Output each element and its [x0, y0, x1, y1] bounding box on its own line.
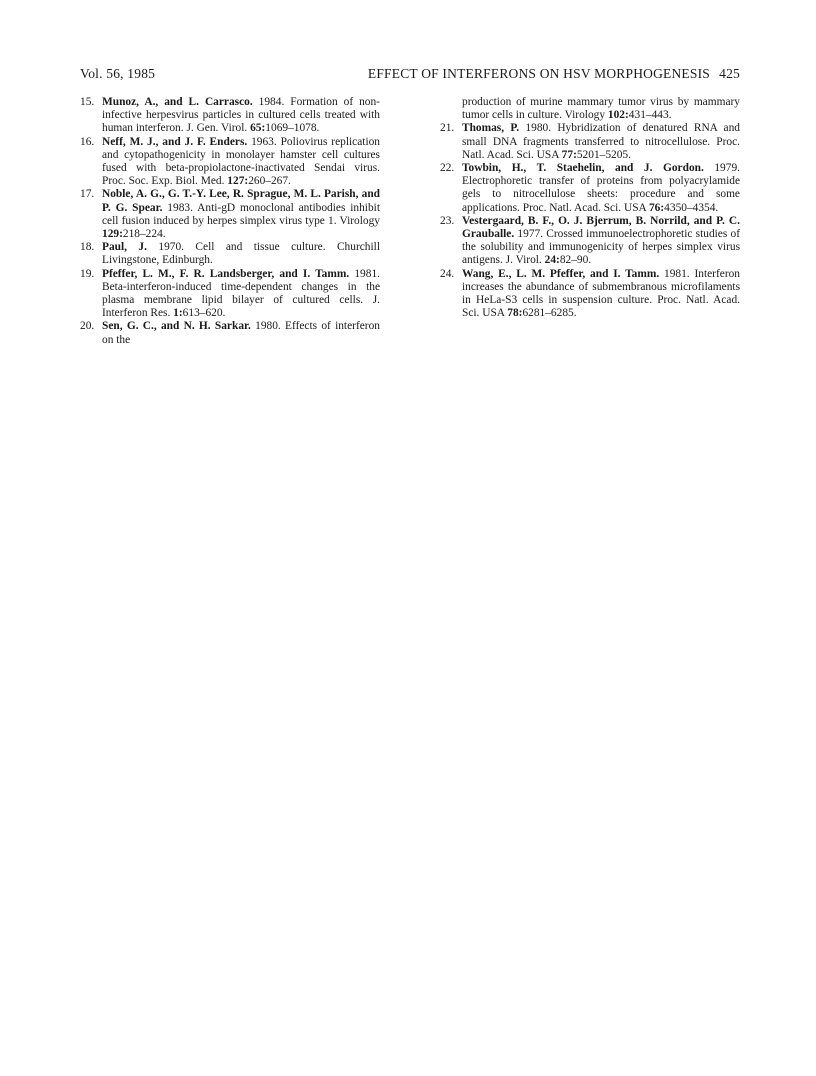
reference-authors: Pfeffer, L. M., F. R. Landsberger, and I. Tamm. — [102, 267, 350, 280]
reference-15 — [80, 96, 380, 136]
reference-authors: Vestergaard, B. F., O. J. Bjerrum, B. Norrild, and P. C. Grauballe. — [462, 214, 740, 241]
reference-pages: 82–90. — [559, 254, 592, 267]
reference-number: 20. — [80, 320, 95, 333]
reference-volume: 127: — [227, 175, 249, 188]
reference-number: 21. — [440, 122, 455, 135]
reference-volume: 1: — [173, 307, 183, 320]
reference-pages: 431–443. — [628, 109, 672, 122]
reference-pages: 613–620. — [182, 307, 226, 320]
page-number: 425 — [719, 66, 740, 81]
running-title: EFFECT OF INTERFERONS ON HSV MORPHOGENESIS — [367, 66, 710, 81]
reference-24 — [440, 268, 740, 321]
reference-volume: 102: — [607, 109, 629, 122]
reference-volume: 77: — [561, 148, 577, 161]
reference-19 — [80, 268, 380, 321]
reference-text: 1980. Effects of interferon on the — [102, 320, 380, 346]
reference-number: 15. — [80, 96, 95, 108]
reference-number: 24. — [440, 267, 455, 280]
reference-20-continuation — [440, 96, 740, 122]
reference-text: 1981. Beta-interferon-induced time-dependent changes in the plasma membrane lipid bilayer of cultured cells. J. Interferon Res. — [102, 267, 380, 320]
reference-16 — [80, 136, 380, 189]
reference-volume: 78: — [507, 307, 523, 320]
reference-authors: Wang, E., L. M. Pfeffer, and I. Tamm. — [462, 267, 660, 280]
reference-authors: Sen, G. C., and N. H. Sarkar. — [102, 320, 251, 333]
reference-23 — [440, 215, 740, 268]
reference-pages: 6281–6285. — [522, 307, 577, 320]
reference-number: 23. — [440, 214, 455, 227]
reference-authors: Noble, A. G., G. T.-Y. Lee, R. Sprague, M. L. Parish, and P. G. Spear. — [102, 188, 380, 214]
reference-authors: Neff, M. J., and J. F. Enders. — [102, 135, 248, 148]
references-left-column — [80, 96, 380, 347]
reference-text: production of murine mammary tumor virus by mammary tumor cells in culture. Virology — [462, 96, 740, 122]
reference-pages: 260–267. — [248, 175, 291, 188]
reference-authors: Paul, J. — [102, 241, 147, 254]
reference-text: 1970. Cell and tissue culture. Churchill Livingstone, Edinburgh. — [102, 241, 380, 267]
reference-pages: 5201–5205. — [576, 148, 631, 161]
running-header — [80, 66, 740, 86]
reference-authors: Thomas, P. — [462, 122, 520, 135]
reference-22 — [440, 162, 740, 215]
reference-21 — [440, 122, 740, 162]
reference-volume: 129: — [102, 228, 123, 241]
reference-text: 1979. Electrophoretic transfer of proteins from polyacrylamide gels to nitrocellulose sheets: procedure and some applications. Proc. Natl. Acad. Sci. USA — [462, 162, 740, 214]
reference-volume: 24: — [544, 254, 560, 267]
reference-text: 1983. Anti-gD monoclonal antibodies inhibit cell fusion induced by herpes simplex virus type 1. Virology — [102, 201, 380, 227]
reference-authors: Towbin, H., T. Staehelin, and J. Gordon. — [462, 162, 704, 175]
reference-number: 19. — [80, 267, 95, 280]
references-right-column — [440, 96, 740, 320]
reference-17 — [80, 188, 380, 241]
reference-text: 1984. Formation of non-infective herpesvirus particles in cultured cells treated with human interferon. J. Gen. Virol. — [102, 96, 380, 135]
reference-text: 1981. Interferon increases the abundance of submembranous microfilaments in HeLa-S3 cells in suspension culture. Proc. Natl. Acad. Sci. USA — [462, 267, 740, 320]
reference-text: 1977. Crossed immunoelectrophoretic studies of the solubility and immunogenicity of herpes simplex virus antigens. J. Virol. — [462, 228, 740, 267]
reference-18 — [80, 241, 380, 267]
reference-20 — [80, 320, 380, 346]
reference-number: 17. — [80, 188, 95, 201]
reference-pages: 4350–4354. — [664, 201, 719, 214]
reference-pages: 1069–1078. — [265, 122, 320, 135]
reference-text: 1963. Poliovirus replication and cytopathogenicity in monolayer hamster cell cultures fused with beta-propiolactone-inactivated Sendai virus. Proc. Soc. Exp. Biol. Med. — [102, 135, 380, 188]
reference-volume: 76: — [648, 201, 665, 214]
journal-volume: Vol. 56, 1985 — [80, 66, 156, 81]
reference-pages: 218–224. — [122, 228, 166, 241]
reference-number: 18. — [80, 241, 95, 254]
reference-volume: 65: — [250, 122, 266, 135]
reference-number: 16. — [80, 135, 95, 148]
reference-number: 22. — [440, 162, 455, 175]
reference-authors: Munoz, A., and L. Carrasco. — [102, 96, 253, 108]
reference-text: 1980. Hybridization of denatured RNA and small DNA fragments transferred to nitrocellulose. Proc. Natl. Acad. Sci. USA — [462, 122, 740, 161]
